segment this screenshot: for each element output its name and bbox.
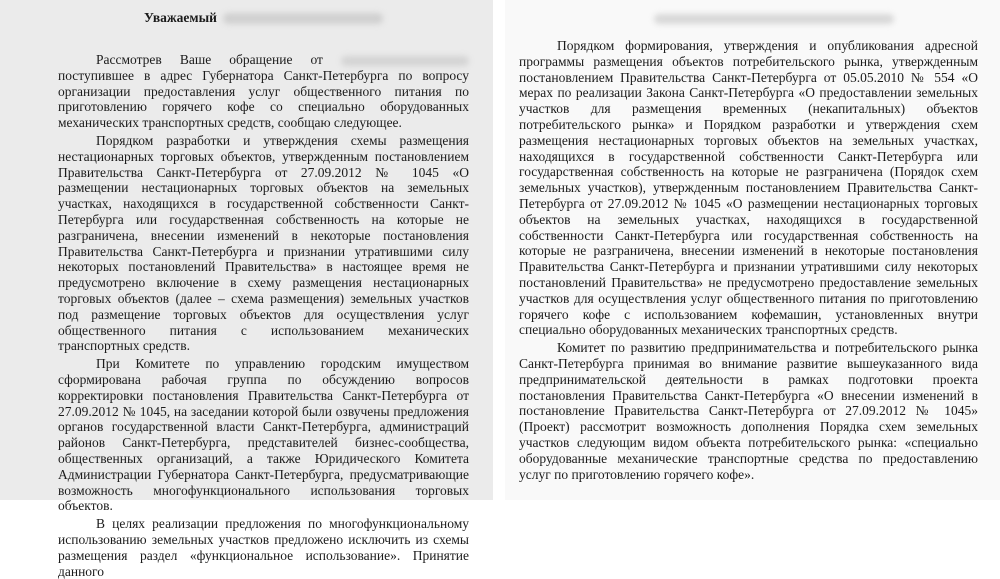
left-paragraph-4: В целях реализации предложения по многофункциональному использованию земельных участков предложено исключить из схемы размещения раздел «функциональное использование». Принятие данного bbox=[58, 516, 469, 579]
left-paragraph-2: Порядком разработки и утверждения схемы размещения нестационарных торговых объектов, утвержденным постановлением Правительства Санкт-Петербурга от 27.09.2012 № 1045 «О размещении нестационарных торговых объектов на земельных участках, находящихся в государственной собственности Санкт-Петербурга или государственная собственность на которые не разграничена, внесении изменений в некоторые постановления Правительства Санкт-Петербурга и признании утратившими силу некоторых постановлений Правительства» в настоящее время не предусмотрено включение в схему размещения нестационарных торговых объектов (далее – схема размещения) земельных участков под размещение торговых объектов для осуществления услуг общественного питания с использованием механических транспортных средств. bbox=[58, 132, 469, 354]
right-letter-page bbox=[505, 0, 1000, 500]
left-paragraph-1 bbox=[58, 52, 469, 131]
right-page-header bbox=[519, 6, 978, 38]
redacted-header-name bbox=[654, 14, 894, 24]
left-letter-page bbox=[0, 0, 493, 579]
redacted-date bbox=[341, 56, 469, 66]
left-paragraph-1-start: Рассмотрев Ваше обращение от bbox=[96, 52, 323, 67]
salutation bbox=[58, 8, 469, 28]
page-gap bbox=[493, 0, 505, 500]
redacted-name bbox=[223, 13, 383, 24]
left-paragraph-1-rest: поступившее в адрес Губернатора Санкт-Петербурга по вопросу организации предоставления услуг общественного питания по приготовлению горячего кофе со специально оборудованных механических транспортных средств, сообщаю следующее. bbox=[58, 67, 469, 131]
left-paragraph-3: При Комитете по управлению городским имуществом сформирована рабочая группа по обсуждению вопросов корректировки постановления Правительства Санкт-Петербурга от 27.09.2012 № 1045, на заседании которой были озвучены предложения органов государственной власти Санкт-Петербурга, администраций районов Санкт-Петербурга, представителей бизнес-сообщества, общественных организаций, а также Юридического Комитета Администрации Губернатора Санкт-Петербурга, предусматривающие возможность многофункционального использования торговых объектов. bbox=[58, 356, 469, 514]
salutation-text: Уважаемый bbox=[144, 10, 217, 25]
right-paragraph-1: Порядком формирования, утверждения и опубликования адресной программы размещения объектов потребительского рынка, утвержденным постановлением Правительства Санкт-Петербурга от 05.05.2010 № 554 «О мерах по реализации Закона Санкт-Петербурга «О предоставлении земельных участков для размещения временных (некапитальных) объектов потребительского рынка» и Порядком разработки и утверждения схем размещения нестационарных торговых объектов на земельных участках, находящихся в государственной собственности Санкт-Петербурга или государственная собственность на которые не разграничена (Порядок схем земельных участков), утвержденным постановлением Правительства Санкт-Петербурга от 27.09.2012 № 1045 «О размещении нестационарных торговых объектов на земельных участках, находящихся в государственной собственности Санкт-Петербурга или государственная собственность на которые не разграничена, внесении изменений в некоторые постановления Правительства Санкт-Петербурга и признании утратившими силу некоторых постановлений Правительства» не предусмотрено предоставление земельных участков для осуществления услуг общественного питания по приготовлению горячего кофе с использованием кофемашин, установленных внутри специально оборудованных механических транспортных средств. bbox=[519, 38, 978, 338]
right-paragraph-2: Комитет по развитию предпринимательства и потребительского рынка Санкт-Петербурга принимая во внимание развитие вышеуказанного вида предпринимательской деятельности в рамках подготовки проекта постановления Правительства Санкт-Петербурга «О внесении изменений в постановление Правительства Санкт-Петербурга от 27.09.2012 № 1045» (Проект) рассмотрит возможность дополнения Порядка схем земельных участков следующим видом объекта потребительского рынка: «специально оборудованные механические транспортные средства по предоставлению услуг по приготовлению горячего кофе». bbox=[519, 340, 978, 482]
